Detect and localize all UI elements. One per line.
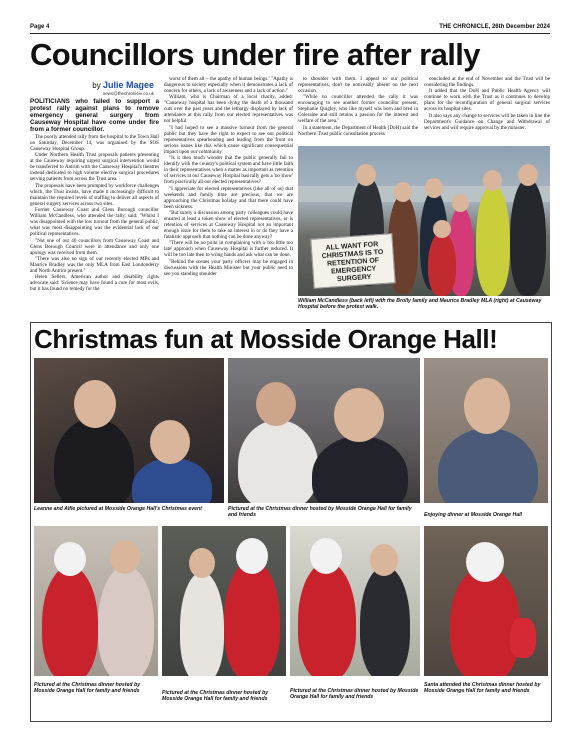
article-paragraph: "Is it then much wonder that the public generally fail to identify with the country's political system and have little faith in their representatives when a matter as important as retention of services at our Causeway Hospital basically gets a 'no show' from practically all our elected representatives?	[164, 155, 293, 186]
christmas-photo-1	[34, 358, 224, 503]
christmas-caption-4: Pictured at the Christmas dinner hosted by Mosside Orange Hall for family and friends	[34, 682, 141, 694]
article-paragraph: to shoulder with them. I appeal to our political representatives, don't be noticeably absent on the next occasion.	[298, 76, 418, 94]
article-paragraph: Under Northern Health Trust proposals patients presenting at the Causeway requiring urgent surgical intervention would be transferred to Antrim with the Causeway Hospital's theatres instead dedicated to high volume elective surgical procedures serving patients from across the Trust area.	[30, 152, 159, 183]
page-number: Page 4	[30, 24, 50, 30]
christmas-photo-2	[228, 358, 420, 503]
christmas-caption-5: Pictured at the Christmas dinner hosted by Mosside Orange Hall for family and friends	[162, 690, 269, 702]
person-head	[483, 170, 502, 191]
christmas-photo-6	[290, 526, 420, 676]
article-paragraph: "But surely a discussion among party colleagues could have ensured at least a token show of elected representatives, or is retention of services at Causeway Hospital not an important enough issue for them to take an interest in or do they have a fatalistic approach that nothing can be done anyway?	[164, 209, 293, 240]
christmas-caption-7: Santa attended the Christmas dinner hosted by Mosside Orange Hall for family and friends	[424, 682, 541, 694]
author-name: Julie Magee	[102, 80, 154, 90]
article-paragraph: In a statement, the Department of Health (DoH) said the Northern Trust public consultation process	[298, 124, 418, 137]
article-paragraph: "Not one of our 40 councillors from Causeway Coast and Glens Borough Council were in attendance and only one apology was received from them.	[30, 237, 159, 256]
santa-beard	[236, 538, 268, 574]
christmas-headline: Christmas fun at Mosside Orange Hall!	[34, 324, 498, 354]
christmas-photo-7	[424, 526, 548, 676]
article-paragraph: William, who is Chairman of a local charity, added: "Causeway hospital has been dying the death of a thousand cuts over the past years and the lethargy displayed by lack of attendance at this rally from our elected representatives was not helpful.	[164, 94, 293, 125]
article-lead: POLITICIANS who failed to support a protest rally against plans to remove emergency general surgery from Causeway Hospital have come under fire from a former councillor.	[30, 98, 159, 133]
person-head	[110, 540, 140, 574]
santa-beard	[310, 538, 342, 574]
article-paragraph: Helen Sellers, American author and disability rights advocate said: 'Science may have found a cure for most evils, but it has found no remedy for the	[30, 274, 159, 293]
santa-beard	[54, 542, 86, 576]
article-column-3	[298, 76, 418, 146]
person-head	[433, 220, 451, 238]
article-column-1	[30, 98, 159, 308]
person-head	[334, 388, 384, 442]
article-column-4	[424, 76, 550, 146]
person-head	[189, 548, 215, 578]
person-head	[518, 164, 538, 186]
child-figure	[132, 458, 212, 503]
hi-vis-person	[476, 184, 510, 296]
christmas-photo-5	[162, 526, 286, 676]
person-head	[425, 178, 443, 198]
person-head	[464, 378, 510, 434]
person-head	[452, 194, 469, 212]
santa-figure	[224, 560, 280, 676]
santa-beard	[466, 542, 504, 582]
article-paragraph: "There was also no sign of our recently elected MPs and Maurice Bradley was the only MLA from East Londonderry and North Antrim present."	[30, 255, 159, 274]
person-figure	[438, 428, 538, 503]
protest-sign: ALL WANT FOR CHRISTMAS IS TO RETENTION OF EMERGENCY SURGERY	[310, 233, 395, 289]
person-figure	[238, 420, 318, 503]
christmas-caption-3: Enjoying dinner at Mosside Orange Hall	[424, 512, 523, 518]
article-paragraph: "I had hoped to see a massive turnout from the general public but they have the right to expect to see our political representatives spearheading and leading from the front on serious issues like this which cause significant consequential impact upon our community.	[164, 124, 293, 155]
santa-figure	[450, 566, 520, 676]
person-head	[150, 420, 190, 464]
author-email[interactable]: news@thechronicle.co.uk	[102, 91, 154, 96]
person-figure	[510, 178, 546, 296]
christmas-caption-2: Pictured at the Christmas dinner hosted by Mosside Orange Hall for family and friends	[228, 506, 412, 518]
article-paragraph: The proposals have been prompted by workforce challenges which, the Trust insists, have made it increasingly difficult to maintain the required levels of staffing to deliver all aspects of general surgery services across two sites.	[30, 182, 159, 207]
article-paragraph: It also says any change to services will be taken in line the Department's Guidance on Change and Withdrawal of services and will require approval by the minister.	[424, 112, 550, 131]
person-figure	[54, 418, 134, 503]
article-paragraph: The poorly attended rally from the hospital to the Town Hall on Saturday, December 14, was organised by the SOS Causeway Hospital Group.	[30, 134, 159, 152]
child-figure	[312, 436, 408, 503]
protest-photo-caption: William McCandless (back left) with the Brolly family and Maurice Bradley MLA (right) at Causeway Hospital before the protest walk.	[298, 298, 542, 310]
person-figure	[180, 572, 224, 676]
child-figure	[428, 232, 456, 296]
article-paragraph: "While no councillor attended the rally it was encouraging to see another former councillor present, Stephanie Quigley, who like myself was born and bred in Coleraine and still retains a passion for the interest and welfare of the area."	[298, 94, 418, 125]
article-headline: Councillors under fire after rally	[30, 37, 480, 72]
christmas-caption-1: Leanne and Alfie pictured at Mosside Orange Hall's Christmas event	[34, 506, 202, 512]
person-head	[356, 164, 376, 186]
person-head	[370, 544, 398, 576]
christmas-photo-4	[34, 526, 158, 676]
person-figure	[98, 566, 154, 676]
article-paragraph: "I appreciate for elected representatives (like all of us) that weekends and family time are precious, that we are approaching the Christmas holiday and that there could have been sickness.	[164, 185, 293, 210]
article-column-2	[164, 76, 293, 308]
person-head	[256, 382, 296, 426]
article-paragraph: It added that the DoH and Public Health Agency will continue to work with the Trust as it continues to develop plans for the reconfiguration of general surgical services across its hospital sites.	[424, 88, 550, 113]
byline-author: by Julie Magee	[92, 80, 154, 90]
masthead-date: THE CHRONICLE, 26th December 2024	[439, 24, 550, 30]
article-paragraph: concluded at the end of November and the Trust will be considering the findings.	[424, 76, 550, 88]
santa-figure	[42, 566, 98, 676]
article-paragraph: Former Causeway Coast and Glens Borough councillor William McCandless, who attended the rally, said: "Whilst I was disappointed with the low turnout from the general public, what was most disappointing was the evidential lack of our political representatives.	[30, 207, 159, 238]
santa-sack	[510, 618, 536, 658]
person-figure	[360, 566, 410, 676]
article-paragraph: "There will be no point in complaining with a 'too little too late' approach when Causeway Hospital is further reduced. It will be too late then to wring hands and ask what can be done.	[164, 240, 293, 259]
christmas-caption-6: Pictured at the Christmas dinner hosted by Mosside Orange Hall for family and friends	[290, 688, 419, 700]
byline	[30, 80, 154, 96]
article-paragraph: worst of them all – the apathy of human beings.' "Apathy is dangerous to society especially when it demonstrates a lack of concern for others, a lack of awareness and a lack of action."	[164, 76, 293, 94]
article-paragraph: "Behind the scenes your party officers may be engaged in discussions with the Health Minister but your public need to see you standing shoulder	[164, 258, 293, 277]
person-head	[74, 380, 116, 428]
christmas-photo-3	[424, 358, 548, 503]
person-head	[394, 182, 412, 202]
santa-figure	[298, 562, 356, 676]
protest-photo	[298, 146, 550, 296]
header-rule	[30, 33, 550, 34]
